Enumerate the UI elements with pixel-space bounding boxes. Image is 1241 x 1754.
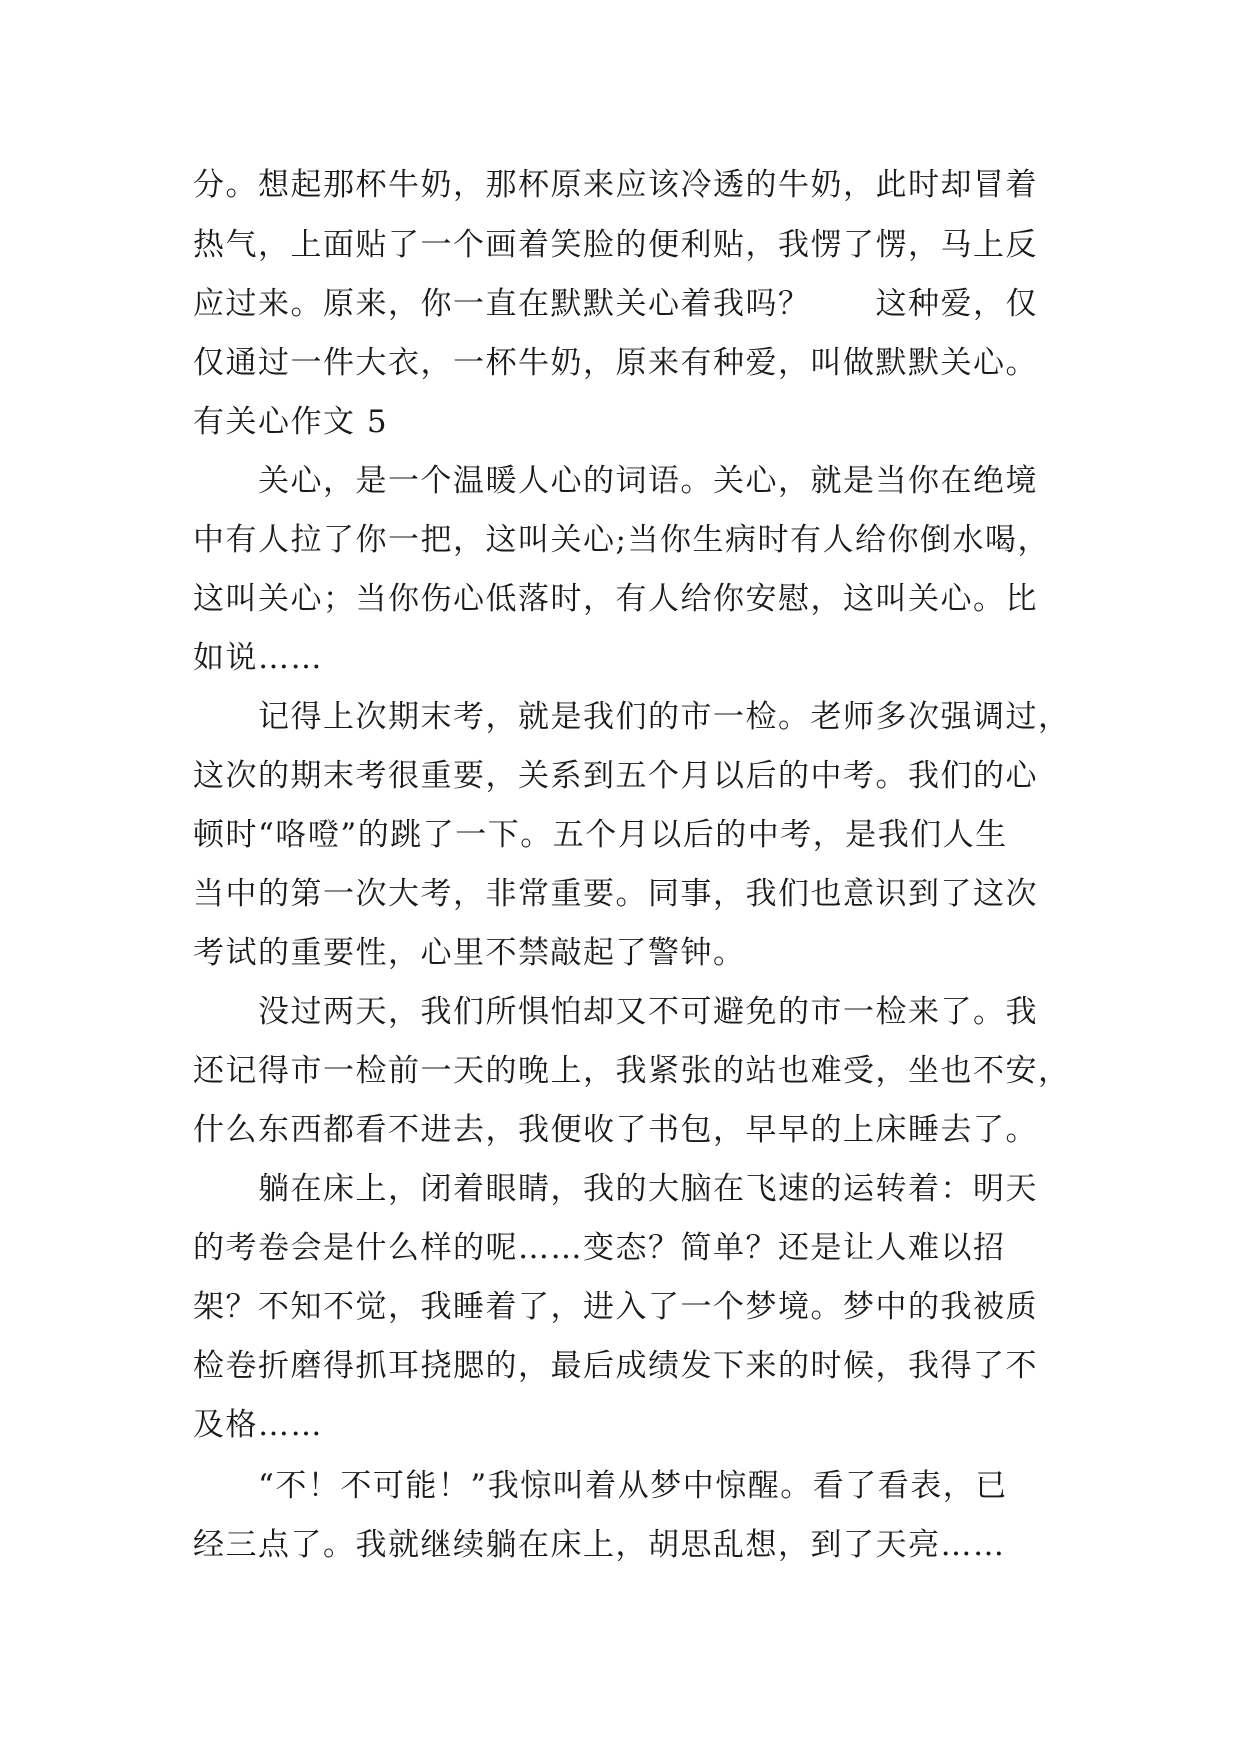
text-line: 顿时“咯噔”的跳了一下。五个月以后的中考，是我们人生 [193,817,1008,853]
text-line: 热气，上面贴了一个画着笑脸的便利贴，我愣了愣，马上反 [193,227,1038,263]
section-heading: 有关心作文 5 [193,404,389,440]
text-line: 架？不知不觉，我睡着了，进入了一个梦境。梦中的我被质 [193,1289,1038,1325]
text-line: 这次的期末考很重要，关系到五个月以后的中考。我们的心 [193,758,1038,794]
text-line: 检卷折磨得抓耳挠腮的，最后成绩发下来的时候，我得了不 [193,1348,1038,1384]
text-line: “不！不可能！”我惊叫着从梦中惊醒。看了看表，已 [193,1468,1008,1504]
text-line: 经三点了。我就继续躺在床上，胡思乱想，到了天亮…… [193,1527,1006,1563]
text-line: 当中的第一次大考，非常重要。同事，我们也意识到了这次 [193,876,1038,912]
text-line: 记得上次期末考，就是我们的市一检。老师多次强调过， [193,699,1071,735]
text-line: 应过来。原来，你一直在默默关心着我吗？ 这种爱，仅 [193,286,1038,322]
text-line: 分。想起那杯牛奶，那杯原来应该冷透的牛奶，此时却冒着 [193,167,1038,203]
text-line: 这叫关心；当你伤心低落时，有人给你安慰，这叫关心。比 [193,581,1038,617]
text-line: 如说…… [193,640,323,676]
text-line: 躺在床上，闭着眼睛，我的大脑在飞速的运转着：明天 [193,1171,1038,1207]
text-line: 考试的重要性，心里不禁敲起了警钟。 [193,935,746,971]
text-line: 还记得市一检前一天的晚上，我紧张的站也难受，坐也不安， [193,1053,1071,1089]
text-line: 没过两天，我们所惧怕却又不可避免的市一检来了。我 [193,994,1038,1030]
text-line: 什么东西都看不进去，我便收了书包，早早的上床睡去了。 [193,1112,1038,1148]
text-line: 及格…… [193,1407,323,1443]
text-line: 中有人拉了你一把，这叫关心;当你生病时有人给你倒水喝， [193,522,1050,558]
text-line: 仅通过一件大衣，一杯牛奶，原来有种爱，叫做默默关心。 [193,345,1038,381]
text-line: 的考卷会是什么样的呢……变态？简单？还是让人难以招 [193,1230,1006,1266]
text-line: 关心，是一个温暖人心的词语。关心，就是当你在绝境 [193,463,1038,499]
